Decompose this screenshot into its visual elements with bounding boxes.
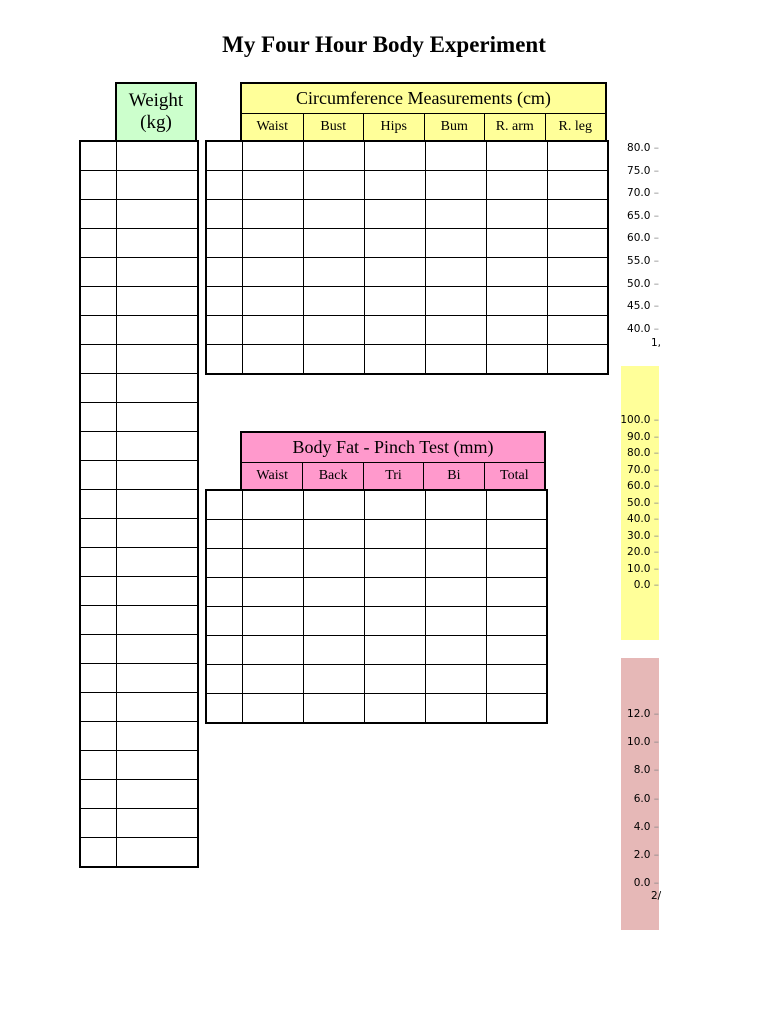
body-fat-value-cell[interactable]	[242, 549, 303, 578]
circumference-row	[206, 141, 608, 171]
circumference-row	[206, 345, 608, 375]
weight-date-cell[interactable]	[80, 780, 116, 809]
body-fat-value-cell[interactable]	[242, 607, 303, 636]
weight-date-cell[interactable]	[80, 606, 116, 635]
weight-header-line2: (kg)	[140, 112, 172, 133]
weight-date-cell[interactable]	[80, 403, 116, 432]
weight-value-cell[interactable]	[116, 200, 198, 229]
body-fat-chart-y-tick-label: 40.0 –	[627, 513, 659, 525]
circumference-value-cell[interactable]	[242, 229, 303, 258]
weight-date-cell[interactable]	[80, 374, 116, 403]
body-fat-row	[206, 578, 547, 607]
weight-date-cell[interactable]	[80, 432, 116, 461]
body-fat-value-cell[interactable]	[425, 520, 486, 549]
body-fat-date-cell[interactable]	[206, 636, 242, 665]
body-fat-chart-y-tick-label: 70.0 –	[627, 464, 659, 476]
body-fat-value-cell[interactable]	[425, 549, 486, 578]
body-fat-value-cell[interactable]	[364, 694, 425, 724]
weight-row	[80, 287, 198, 316]
circumference-row	[206, 287, 608, 316]
body-fat-value-cell[interactable]	[303, 578, 364, 607]
body-fat-row	[206, 694, 547, 724]
circumference-chart-y-tick-label: 75.0 –	[627, 165, 659, 177]
circumference-value-cell[interactable]	[364, 287, 425, 316]
circumference-value-cell[interactable]	[364, 141, 425, 171]
circumference-value-cell[interactable]	[303, 316, 364, 345]
weight-date-cell[interactable]	[80, 171, 116, 200]
body-fat-row	[206, 636, 547, 665]
body-fat-chart-y-tick-label: 60.0 –	[627, 480, 659, 492]
weight-row	[80, 171, 198, 200]
circumference-row	[206, 316, 608, 345]
circumference-value-cell[interactable]	[303, 345, 364, 375]
weight-header	[115, 82, 197, 142]
circumference-date-cell[interactable]	[206, 316, 242, 345]
circumference-value-cell[interactable]	[547, 171, 608, 200]
circumference-chart-y-tick-label: 70.0 –	[627, 187, 659, 199]
circumference-date-cell[interactable]	[206, 171, 242, 200]
circumference-value-cell[interactable]	[303, 200, 364, 229]
body-fat-value-cell[interactable]	[242, 694, 303, 724]
circumference-value-cell[interactable]	[242, 171, 303, 200]
weight-value-cell[interactable]	[116, 432, 198, 461]
circumference-column-headers	[242, 114, 605, 140]
circumference-value-cell[interactable]	[547, 316, 608, 345]
weight-value-cell[interactable]	[116, 722, 198, 751]
weight-row	[80, 258, 198, 287]
weight-row	[80, 693, 198, 722]
body-fat-value-cell[interactable]	[486, 636, 547, 665]
circumference-value-cell[interactable]	[486, 171, 547, 200]
weight-header-line1: Weight	[128, 90, 184, 111]
circumference-value-cell[interactable]	[547, 200, 608, 229]
circumference-value-cell[interactable]	[364, 345, 425, 375]
circumference-date-cell[interactable]	[206, 345, 242, 375]
circumference-row	[206, 229, 608, 258]
body-fat-value-cell[interactable]	[364, 578, 425, 607]
circumference-value-cell[interactable]	[547, 229, 608, 258]
weight-value-cell[interactable]	[116, 693, 198, 722]
body-fat-row	[206, 549, 547, 578]
weight-chart-y-tick-label: 0.0 –	[634, 877, 659, 889]
circumference-value-cell[interactable]	[486, 141, 547, 171]
weight-value-cell[interactable]	[116, 577, 198, 606]
circumference-chart-y-tick-label: 40.0 –	[627, 323, 659, 335]
circumference-value-cell[interactable]	[242, 345, 303, 375]
body-fat-table	[205, 489, 548, 724]
circumference-chart-y-tick-label: 60.0 –	[627, 232, 659, 244]
weight-row	[80, 780, 198, 809]
circumference-row	[206, 200, 608, 229]
body-fat-value-cell[interactable]	[364, 636, 425, 665]
weight-date-cell[interactable]	[80, 751, 116, 780]
weight-value-cell[interactable]	[116, 287, 198, 316]
circumference-value-cell[interactable]	[242, 258, 303, 287]
body-fat-value-cell[interactable]	[242, 636, 303, 665]
weight-row	[80, 809, 198, 838]
circumference-value-cell[interactable]	[547, 258, 608, 287]
weight-row	[80, 490, 198, 519]
body-fat-date-cell[interactable]	[206, 665, 242, 694]
weight-row	[80, 316, 198, 345]
body-fat-date-cell[interactable]	[206, 607, 242, 636]
circumference-col-r-leg: R. leg	[545, 114, 606, 140]
body-fat-date-cell[interactable]	[206, 490, 242, 520]
circumference-date-cell[interactable]	[206, 141, 242, 171]
weight-date-cell[interactable]	[80, 838, 116, 868]
circumference-row	[206, 171, 608, 200]
circumference-date-cell[interactable]	[206, 229, 242, 258]
weight-date-cell[interactable]	[80, 461, 116, 490]
weight-value-cell[interactable]	[116, 258, 198, 287]
circumference-value-cell[interactable]	[303, 141, 364, 171]
body-fat-chart-y-tick-label: 80.0 –	[627, 447, 659, 459]
weight-value-cell[interactable]	[116, 606, 198, 635]
body-fat-value-cell[interactable]	[242, 520, 303, 549]
body-fat-value-cell[interactable]	[242, 490, 303, 520]
circumference-chart-y-tick-label: 50.0 –	[627, 278, 659, 290]
weight-date-cell[interactable]	[80, 548, 116, 577]
circumference-chart	[621, 140, 662, 355]
body-fat-date-cell[interactable]	[206, 520, 242, 549]
body-fat-col-waist: Waist	[256, 468, 288, 483]
body-fat-value-cell[interactable]	[425, 607, 486, 636]
body-fat-header	[240, 431, 546, 491]
circumference-value-cell[interactable]	[425, 141, 486, 171]
weight-date-cell[interactable]	[80, 519, 116, 548]
circumference-value-cell[interactable]	[303, 171, 364, 200]
circumference-col-r-arm: R. arm	[484, 114, 545, 140]
circumference-table	[205, 140, 609, 375]
page-title: My Four Hour Body Experiment	[222, 32, 546, 57]
circumference-value-cell[interactable]	[242, 141, 303, 171]
body-fat-date-cell[interactable]	[206, 578, 242, 607]
weight-value-cell[interactable]	[116, 403, 198, 432]
body-fat-col-tri: Tri	[363, 463, 423, 489]
circumference-value-cell[interactable]	[364, 229, 425, 258]
body-fat-value-cell[interactable]	[303, 520, 364, 549]
body-fat-chart-y-tick-label: 0.0 –	[634, 579, 659, 591]
circumference-value-cell[interactable]	[425, 229, 486, 258]
weight-date-cell[interactable]	[80, 490, 116, 519]
weight-chart-x-tick-label: 2/	[651, 890, 662, 902]
weight-row	[80, 751, 198, 780]
body-fat-value-cell[interactable]	[364, 607, 425, 636]
body-fat-value-cell[interactable]	[486, 607, 547, 636]
weight-date-cell[interactable]	[80, 141, 116, 171]
weight-row	[80, 722, 198, 751]
circumference-value-cell[interactable]	[547, 345, 608, 375]
body-fat-value-cell[interactable]	[303, 665, 364, 694]
weight-row	[80, 664, 198, 693]
body-fat-title: Body Fat - Pinch Test (mm)	[242, 433, 544, 463]
circumference-value-cell[interactable]	[547, 141, 608, 171]
weight-date-cell[interactable]	[80, 345, 116, 374]
weight-value-cell[interactable]	[116, 171, 198, 200]
weight-date-cell[interactable]	[80, 664, 116, 693]
body-fat-col-total: Total	[484, 463, 544, 489]
weight-value-cell[interactable]	[116, 141, 198, 171]
weight-chart	[621, 658, 662, 930]
weight-date-cell[interactable]	[80, 316, 116, 345]
body-fat-value-cell[interactable]	[303, 694, 364, 724]
circumference-value-cell[interactable]	[486, 287, 547, 316]
circumference-value-cell[interactable]	[303, 287, 364, 316]
weight-date-cell[interactable]	[80, 635, 116, 664]
circumference-value-cell[interactable]	[486, 316, 547, 345]
circumference-value-cell[interactable]	[242, 316, 303, 345]
body-fat-column-headers	[242, 463, 544, 489]
weight-date-cell[interactable]	[80, 722, 116, 751]
weight-value-cell[interactable]	[116, 490, 198, 519]
body-fat-value-cell[interactable]	[486, 578, 547, 607]
weight-date-cell[interactable]	[80, 258, 116, 287]
weight-date-cell[interactable]	[80, 693, 116, 722]
body-fat-value-cell[interactable]	[486, 665, 547, 694]
circumference-value-cell[interactable]	[547, 287, 608, 316]
body-fat-value-cell[interactable]	[486, 520, 547, 549]
weight-row	[80, 345, 198, 374]
weight-value-cell[interactable]	[116, 374, 198, 403]
body-fat-chart-y-tick-label: 100.0 –	[620, 414, 659, 426]
body-fat-chart-y-tick-label: 30.0 –	[627, 530, 659, 542]
weight-row	[80, 548, 198, 577]
body-fat-value-cell[interactable]	[364, 490, 425, 520]
circumference-col-waist: Waist	[256, 119, 289, 134]
circumference-value-cell[interactable]	[425, 316, 486, 345]
weight-value-cell[interactable]	[116, 548, 198, 577]
circumference-chart-y-tick-label: 65.0 –	[627, 210, 659, 222]
weight-value-cell[interactable]	[116, 780, 198, 809]
body-fat-value-cell[interactable]	[425, 665, 486, 694]
weight-row	[80, 461, 198, 490]
circumference-value-cell[interactable]	[425, 345, 486, 375]
body-fat-value-cell[interactable]	[242, 578, 303, 607]
weight-value-cell[interactable]	[116, 519, 198, 548]
circumference-chart-y-tick-label: 45.0 –	[627, 300, 659, 312]
circumference-value-cell[interactable]	[242, 287, 303, 316]
circumference-value-cell[interactable]	[364, 258, 425, 287]
weight-value-cell[interactable]	[116, 635, 198, 664]
weight-chart-y-tick-label: 2.0 –	[634, 849, 659, 861]
body-fat-value-cell[interactable]	[364, 520, 425, 549]
body-fat-value-cell[interactable]	[425, 694, 486, 724]
circumference-value-cell[interactable]	[425, 258, 486, 287]
body-fat-value-cell[interactable]	[364, 549, 425, 578]
body-fat-chart-y-tick-label: 20.0 –	[627, 546, 659, 558]
body-fat-chart	[621, 366, 659, 640]
weight-value-cell[interactable]	[116, 809, 198, 838]
weight-row	[80, 519, 198, 548]
circumference-col-bum: Bum	[424, 114, 485, 140]
circumference-date-cell[interactable]	[206, 258, 242, 287]
body-fat-value-cell[interactable]	[425, 578, 486, 607]
body-fat-value-cell[interactable]	[486, 490, 547, 520]
body-fat-value-cell[interactable]	[364, 665, 425, 694]
weight-date-cell[interactable]	[80, 287, 116, 316]
circumference-col-hips: Hips	[363, 114, 424, 140]
circumference-title: Circumference Measurements (cm)	[242, 84, 605, 114]
weight-row	[80, 635, 198, 664]
weight-row	[80, 606, 198, 635]
body-fat-row	[206, 520, 547, 549]
circumference-value-cell[interactable]	[242, 200, 303, 229]
body-fat-date-cell[interactable]	[206, 549, 242, 578]
body-fat-chart-y-tick-label: 10.0 –	[627, 563, 659, 575]
body-fat-date-cell[interactable]	[206, 694, 242, 724]
circumference-chart-x-tick-label: 1,	[651, 337, 662, 349]
circumference-value-cell[interactable]	[364, 200, 425, 229]
body-fat-col-back: Back	[302, 463, 362, 489]
body-fat-row	[206, 607, 547, 636]
circumference-value-cell[interactable]	[303, 229, 364, 258]
body-fat-value-cell[interactable]	[425, 490, 486, 520]
circumference-value-cell[interactable]	[364, 316, 425, 345]
circumference-value-cell[interactable]	[486, 258, 547, 287]
weight-value-cell[interactable]	[116, 838, 198, 868]
weight-chart-y-tick-label: 4.0 –	[634, 821, 659, 833]
weight-chart-y-tick-label: 12.0 –	[627, 708, 659, 720]
circumference-value-cell[interactable]	[364, 171, 425, 200]
circumference-header	[240, 82, 607, 142]
body-fat-col-bi: Bi	[423, 463, 483, 489]
body-fat-row	[206, 665, 547, 694]
body-fat-chart-y-tick-label: 90.0 –	[627, 431, 659, 443]
weight-date-cell[interactable]	[80, 809, 116, 838]
circumference-value-cell[interactable]	[425, 171, 486, 200]
body-fat-value-cell[interactable]	[303, 549, 364, 578]
circumference-chart-y-tick-label: 55.0 –	[627, 255, 659, 267]
weight-date-cell[interactable]	[80, 229, 116, 258]
weight-chart-y-tick-label: 6.0 –	[634, 793, 659, 805]
weight-row	[80, 229, 198, 258]
circumference-value-cell[interactable]	[486, 200, 547, 229]
body-fat-value-cell[interactable]	[303, 636, 364, 665]
weight-row	[80, 577, 198, 606]
weight-value-cell[interactable]	[116, 316, 198, 345]
body-fat-value-cell[interactable]	[425, 636, 486, 665]
weight-chart-y-tick-label: 10.0 –	[627, 736, 659, 748]
body-fat-value-cell[interactable]	[486, 549, 547, 578]
body-fat-value-cell[interactable]	[486, 694, 547, 724]
circumference-date-cell[interactable]	[206, 200, 242, 229]
circumference-value-cell[interactable]	[486, 229, 547, 258]
weight-row	[80, 432, 198, 461]
weight-value-cell[interactable]	[116, 345, 198, 374]
circumference-chart-y-tick-label: 80.0 –	[627, 142, 659, 154]
weight-value-cell[interactable]	[116, 461, 198, 490]
circumference-value-cell[interactable]	[425, 287, 486, 316]
weight-table	[79, 140, 199, 868]
weight-row	[80, 141, 198, 171]
body-fat-chart-y-tick-label: 50.0 –	[627, 497, 659, 509]
weight-row	[80, 200, 198, 229]
weight-row	[80, 838, 198, 868]
weight-value-cell[interactable]	[116, 664, 198, 693]
weight-value-cell[interactable]	[116, 229, 198, 258]
weight-row	[80, 403, 198, 432]
circumference-value-cell[interactable]	[425, 200, 486, 229]
weight-date-cell[interactable]	[80, 200, 116, 229]
body-fat-row	[206, 490, 547, 520]
circumference-value-cell[interactable]	[303, 258, 364, 287]
weight-row	[80, 374, 198, 403]
body-fat-value-cell[interactable]	[242, 665, 303, 694]
body-fat-value-cell[interactable]	[303, 607, 364, 636]
weight-chart-y-tick-label: 8.0 –	[634, 764, 659, 776]
circumference-col-bust: Bust	[303, 114, 364, 140]
circumference-row	[206, 258, 608, 287]
weight-value-cell[interactable]	[116, 751, 198, 780]
body-fat-value-cell[interactable]	[303, 490, 364, 520]
circumference-date-cell[interactable]	[206, 287, 242, 316]
circumference-value-cell[interactable]	[486, 345, 547, 375]
weight-date-cell[interactable]	[80, 577, 116, 606]
